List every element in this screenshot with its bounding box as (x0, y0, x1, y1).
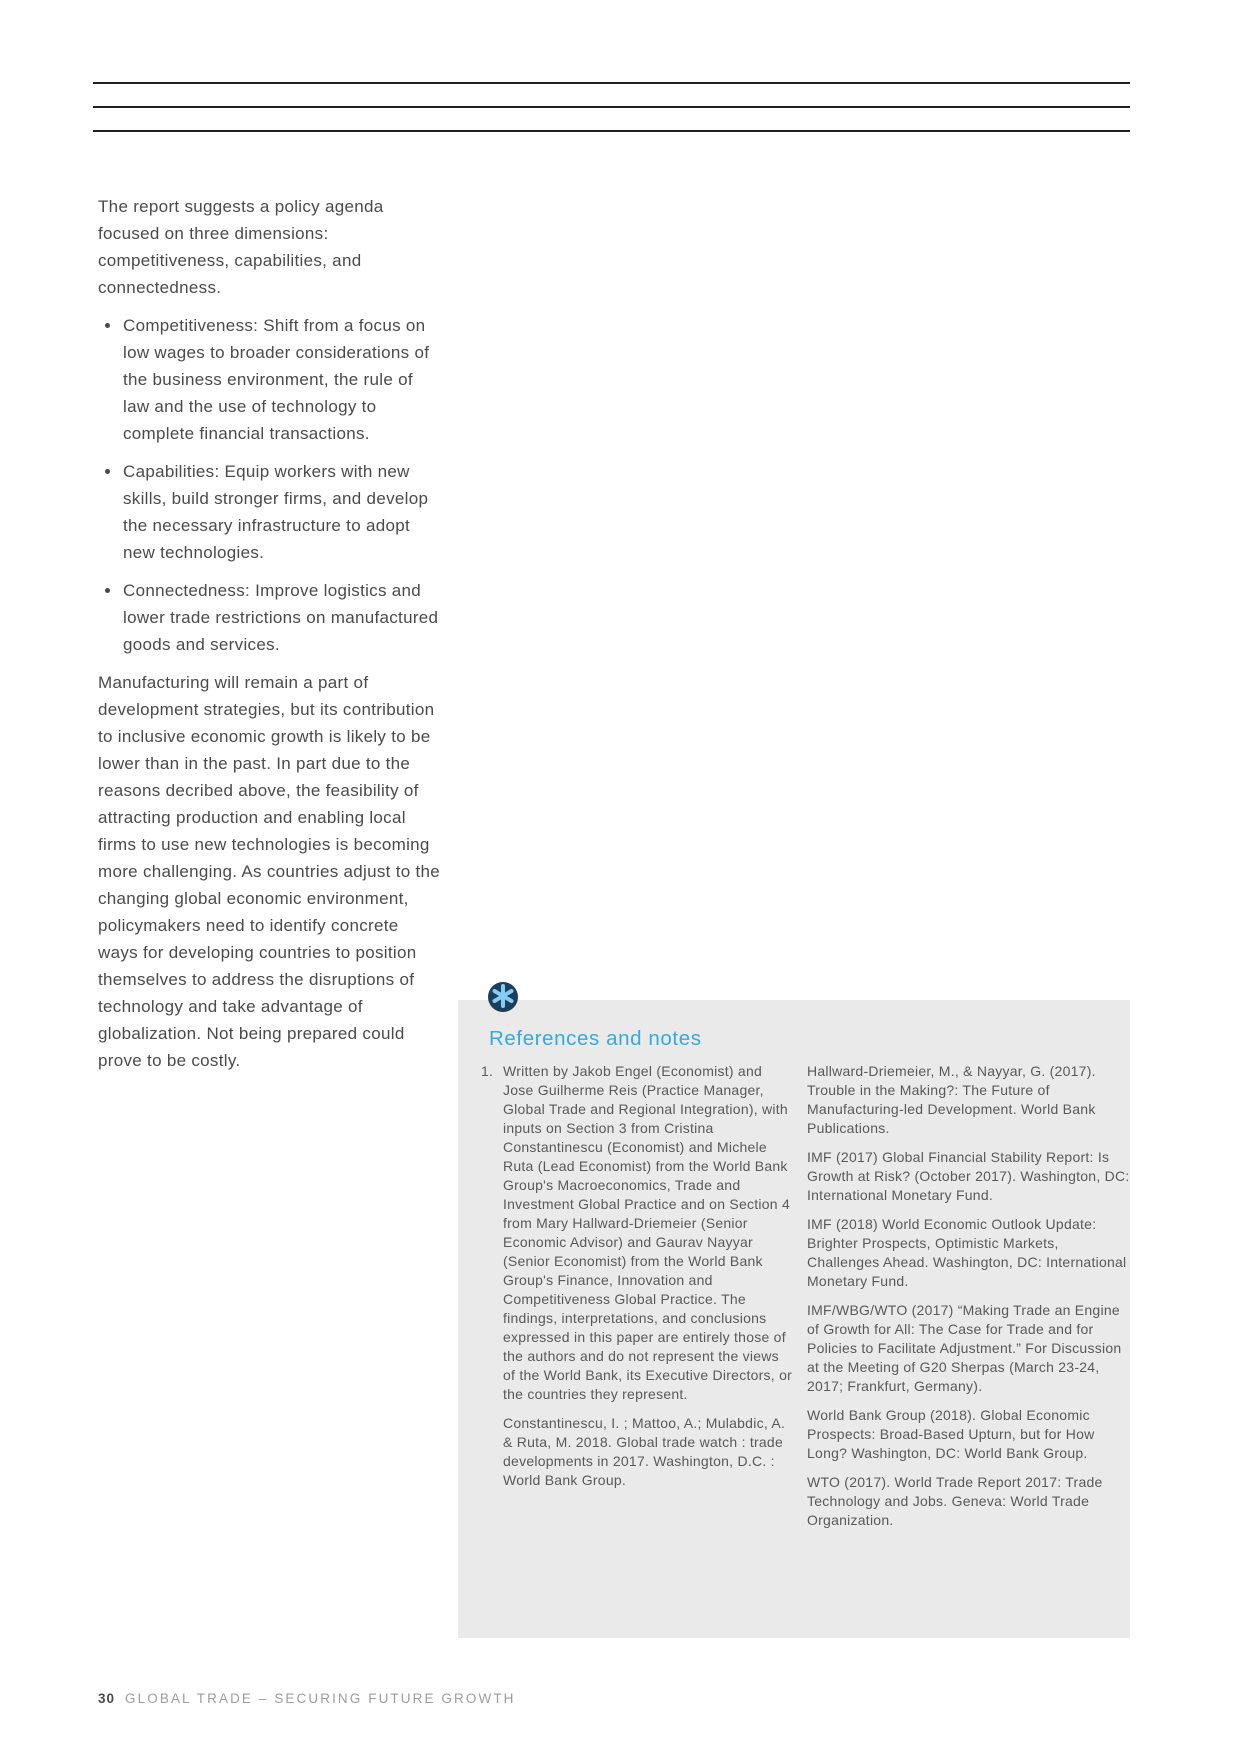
references-column-1 (481, 1062, 793, 1500)
manufacturing-paragraph: Manufacturing will remain a part of development strategies, but its contribution to inclusive economic growth is likely to be lower than in the past. In part due to the reasons decribed above, the feasibility of attracting production and enabling local firms to use new technologies is becoming more challenging. As countries adjust to the changing global economic environment, policymakers need to identify concrete ways for developing countries to position themselves to address the disruptions of technology and take advantage of globalization. Not being prepared could prove to be costly. (98, 673, 441, 1070)
footer-title: GLOBAL TRADE – SECURING FUTURE GROWTH (125, 1691, 516, 1706)
intro-paragraph: The report suggests a policy agenda focused on three dimensions: competitiveness, capabilities, and connectedness. (98, 197, 384, 297)
header-rule-middle (93, 106, 1130, 108)
references-heading: References and notes (489, 1027, 702, 1050)
page-footer (98, 1690, 516, 1708)
bullet-capabilities: • Capabilities: Equip workers with new skills, build stronger firms, and develop the necessary infrastructure to adopt new technologies. (122, 458, 443, 566)
reference-constantinescu (481, 1414, 793, 1490)
policy-bullet-list (98, 312, 443, 658)
note-text: Written by Jakob Engel (Economist) and Jose Guilherme Reis (Practice Manager, Global Trade and Regional Integration), with inputs on Section 3 from Cristina Constantinescu (Economist) and Michele Ruta (Lead Economist) from the World Bank Group's Macroeconomics, Trade and Investment Global Practice and on Section 4 from Mary Hallward-Driemeier (Senior Economic Advisor) and Gaurav Nayyar (Senior Economist) from the World Bank Group's Finance, Innovation and Competitiveness Global Practice. The findings, interpretations, and conclusions expressed in this paper are entirely those of the authors and do not represent the views of the World Bank, its Executive Directors, or the countries they represent. (503, 1063, 793, 1402)
bullet-competitiveness: • Competitiveness: Shift from a focus on low wages to broader considerations of the business environment, the rule of law and the use of technology to complete financial transactions. (122, 312, 443, 447)
header-rule-bottom (93, 130, 1130, 132)
page-number: 30 (98, 1691, 116, 1706)
references-column-2 (807, 1062, 1132, 1540)
header-rule-top (93, 82, 1130, 84)
reference-hallward: Hallward-Driemeier, M., & Nayyar, G. (2017). Trouble in the Making?: The Future of Manufacturing-led Development. World Bank Publications. (807, 1063, 1096, 1136)
asterisk-globe-icon (487, 981, 519, 1013)
reference-imf-2018: IMF (2018) World Economic Outlook Update: Brighter Prospects, Optimistic Markets, Challenges Ahead. Washington, DC: International Monetary Fund. (807, 1216, 1127, 1289)
body-column (98, 193, 443, 1085)
reference-text: Constantinescu, I. ; Mattoo, A.; Mulabdic, A. & Ruta, M. 2018. Global trade watch : trade developments in 2017. Washington, D.C. : World Bank Group. (503, 1415, 786, 1488)
bullet-connectedness: • Connectedness: Improve logistics and lower trade restrictions on manufactured goods and services. (122, 577, 443, 658)
reference-imf-2017: IMF (2017) Global Financial Stability Report: Is Growth at Risk? (October 2017). Washington, DC: International Monetary Fund. (807, 1149, 1130, 1203)
reference-world-bank-2018: World Bank Group (2018). Global Economic Prospects: Broad-Based Upturn, but for How Long? Washington, DC: World Bank Group. (807, 1407, 1095, 1461)
reference-note-1 (481, 1062, 793, 1404)
reference-wto-2017: WTO (2017). World Trade Report 2017: Trade Technology and Jobs. Geneva: World Trade Organization. (807, 1474, 1103, 1528)
note-number: 1. (481, 1063, 494, 1079)
reference-imf-wbg-wto: IMF/WBG/WTO (2017) “Making Trade an Engine of Growth for All: The Case for Trade and for Policies to Facilitate Adjustment.” For Discussion at the Meeting of G20 Sherpas (March 23-24, 2017; Frankfurt, Germany). (807, 1302, 1122, 1394)
